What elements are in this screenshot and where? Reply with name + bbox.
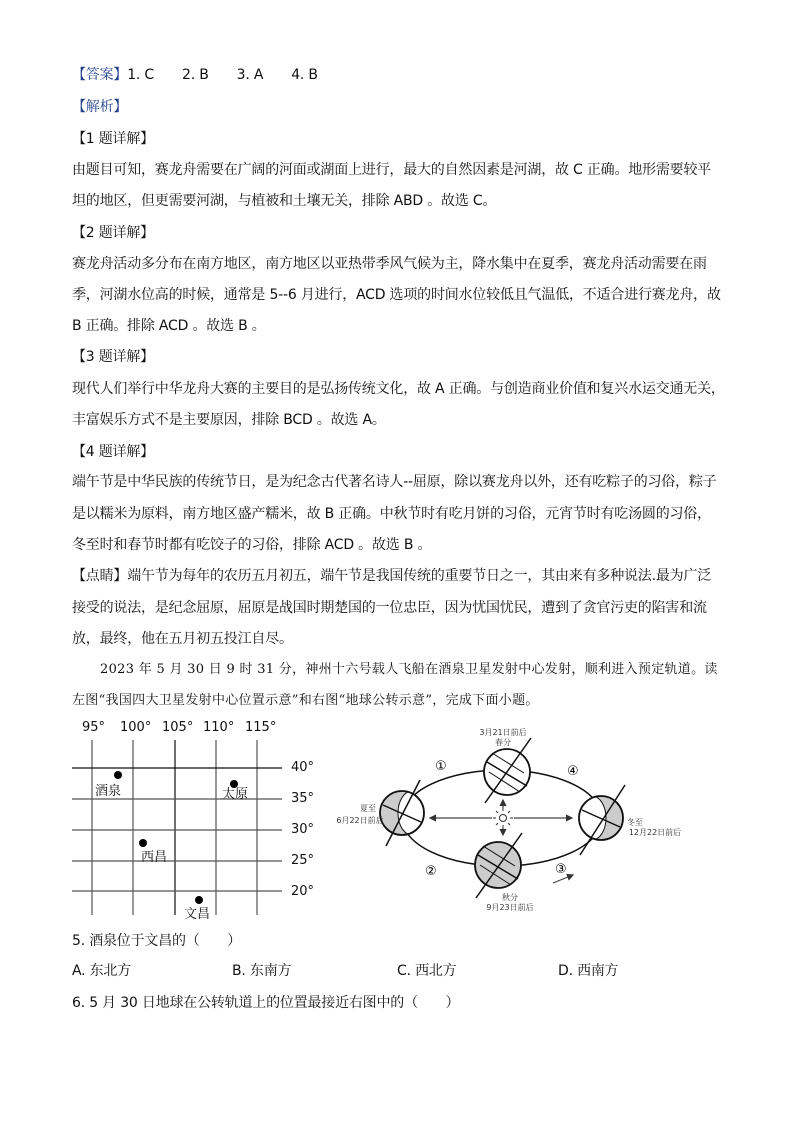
site-xichang: 西昌 [141,850,168,865]
answer-1: 1. C [127,67,154,83]
q4-line: 冬至时和春节时都有吃饺子的习俗，排除 ACD 。故选 B 。 [72,537,432,553]
tip-line: 接受的说法，是纪念屈原，屈原是战国时期楚国的一位忠臣，因为忧国忧民，遭到了贪官污吏的陷害和流 [72,600,707,616]
summer-label: 夏至 [360,804,376,813]
winter-label: 冬至 [627,818,643,827]
lon-115: 115° [245,720,277,735]
position-1: ① [435,759,447,774]
lat-30: 30° [291,822,315,837]
winter-date: 12月22日前后 [628,828,682,837]
answer-label: 【答案】 [72,67,128,83]
lat-40: 40° [291,760,315,775]
answer-2: 2. B [182,67,209,83]
q5-stem: 5. 酒泉位于文昌的（ ） [72,933,242,949]
position-2: ② [425,864,437,879]
site-wenchang: 文昌 [184,907,211,922]
tip-text: 端午节为每年的农历五月初五，端午节是我国传统的重要节日之一，其由来有多种说法.最为广泛 [127,568,712,584]
lat-25: 25° [291,853,315,868]
q5-option-b[interactable]: B. 东南方 [232,963,292,979]
sun-icon [493,808,513,828]
q3-heading: 【3 题详解】 [72,349,154,365]
autumn-label: 秋分 [502,893,518,902]
q4-line: 端午节是中华民族的传统节日，是为纪念古代著名诗人--屈原，除以赛龙舟以外，还有吃粽子的习俗，粽子 [72,474,717,490]
q1-line: 由题目可知，赛龙舟需要在广阔的河面或湖面上进行，最大的自然因素是河湖，故 C 正确。地形需要较平 [72,162,712,178]
q2-heading: 【2 题详解】 [72,225,154,241]
q4-line: 是以糯米为原料，南方地区盛产糯米，故 B 正确。中秋节时有吃月饼的习俗，元宵节时有吃汤圆的习俗， [72,506,711,522]
position-4: ④ [567,764,579,779]
intro-line: 2023 年 5 月 30 日 9 时 31 分，神州十六号载人飞船在酒泉卫星发射中心发射，顺利进入预定轨道。读 [100,662,718,677]
q4-heading: 【4 题详解】 [72,444,154,460]
answer-3: 3. A [236,67,264,83]
q3-line: 现代人们举行中华龙舟大赛的主要目的是弘扬传统文化，故 A 正确。与创造商业价值和复兴水运交通无关， [72,381,725,397]
autumn-date: 9月23日前后 [486,903,534,912]
site-jiuquan: 酒泉 [95,784,122,799]
lon-95: 95° [82,720,106,735]
q2-line: B 正确。排除 ACD 。故选 B 。 [72,318,266,334]
lon-105: 105° [162,720,194,735]
q5-option-a[interactable]: A. 东北方 [72,963,132,979]
lon-100: 100° [120,720,152,735]
earth-summer-solstice [380,780,426,846]
q1-heading: 【1 题详解】 [72,131,154,147]
q5-option-c[interactable]: C. 西北方 [397,963,457,979]
position-3: ③ [555,862,567,877]
spring-date: 3月21日前后 [479,728,527,737]
q2-line: 赛龙舟活动多分布在南方地区，南方地区以亚热带季风气候为主，降水集中在夏季，赛龙舟活动需要在雨 [72,256,707,272]
lat-20: 20° [291,884,315,899]
analysis-label: 【解析】 [72,99,128,115]
earth-spring-equinox [484,738,531,803]
lon-110: 110° [203,720,235,735]
q3-line: 丰富娱乐方式不是主要原因，排除 BCD 。故选 A。 [72,412,386,428]
site-taiyuan: 太原 [222,787,249,802]
summer-date: 6月22日前后 [336,816,384,825]
q5-option-d[interactable]: D. 西南方 [558,963,619,979]
q1-line: 坦的地区，但更需要河湖，与植被和土壤无关，排除 ABD 。故选 C。 [72,193,497,209]
earth-autumn-equinox [475,833,522,898]
lat-35: 35° [291,791,315,806]
q2-line: 季，河湖水位高的时候，通常是 5--6 月进行，ACD 选项的时间水位较低且气温低，不适合进行赛龙舟，故 [72,287,721,303]
tip-line: 放，最终，他在五月初五投江自尽。 [72,631,293,647]
spring-label: 春分 [495,738,511,747]
q6-stem: 6. 5 月 30 日地球在公转轨道上的位置最接近右图中的（ ） [72,995,460,1011]
answer-4: 4. B [291,67,318,83]
intro-line: 左图“我国四大卫星发射中心位置示意”和右图“地球公转示意”，完成下面小题。 [72,693,539,708]
tip-label: 【点睛】 [72,568,128,584]
